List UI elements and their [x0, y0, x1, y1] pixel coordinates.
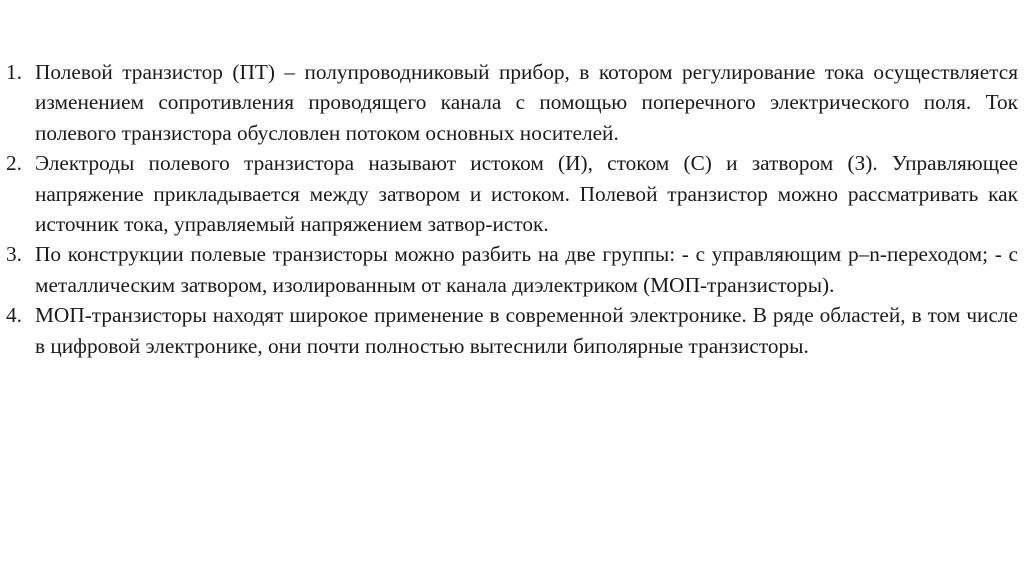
numbered-list: [6, 57, 1018, 361]
list-item-number: 2.: [6, 151, 22, 176]
list-item: [6, 239, 1018, 300]
list-item-number: 3.: [6, 242, 22, 267]
list-item-text: Полевой транзистор (ПТ) – полупроводниковый прибор, в котором регулирование тока осуществляется изменением сопротивления проводящего канала с помощью поперечного электрического поля. Ток полевого транзистора обусловлен потоком основных носителей.: [35, 60, 1018, 145]
list-item: [6, 57, 1018, 148]
list-item-text: По конструкции полевые транзисторы можно разбить на две группы: - с управляющим p–n-переходом; - с металлическим затвором, изолированным от канала диэлектриком (МОП-транзисторы).: [35, 242, 1018, 297]
list-item-number: 1.: [6, 60, 22, 84]
list-item-text: МОП-транзисторы находят широкое применение в современной электронике. В ряде областей, в том числе в цифровой электронике, они почти полностью вытеснили биполярные транзисторы.: [35, 303, 1018, 358]
list-item-text: Электроды полевого транзистора называют истоком (И), стоком (С) и затвором (З). Управляющее напряжение прикладывается между затвором и истоком. Полевой транзистор можно рассматривать как источник тока, управляемый напряжением затвор-исток.: [35, 151, 1018, 237]
list-item: [6, 148, 1018, 239]
list-item-number: 4.: [6, 303, 22, 328]
list-item: [6, 300, 1018, 361]
